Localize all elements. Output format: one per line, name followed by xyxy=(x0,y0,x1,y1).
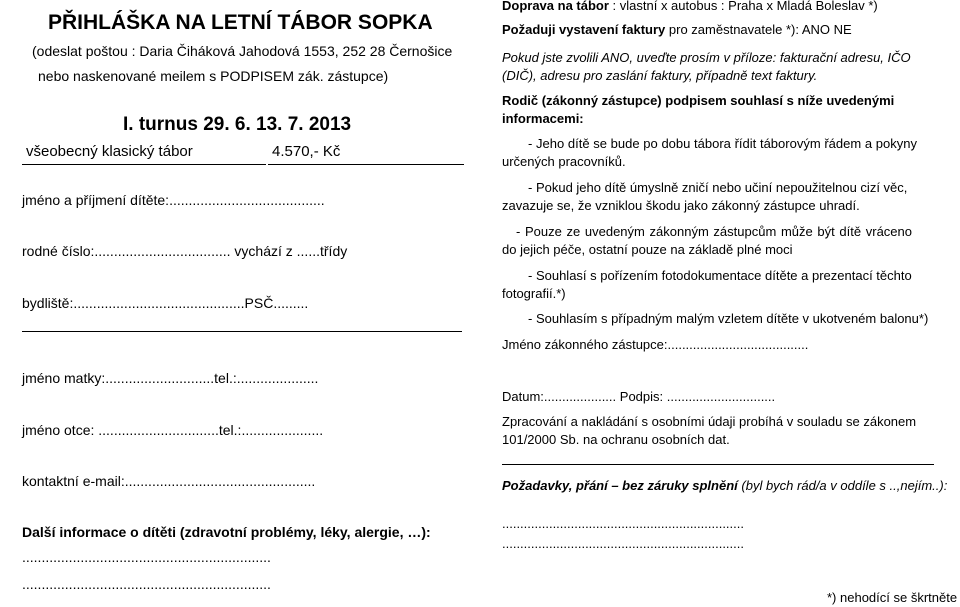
mother-tel-blank[interactable]: ..................... xyxy=(236,370,319,386)
school-label: vychází z xyxy=(234,243,293,259)
gdpr-note: Zpracování a nakládání s osobními údaji probíhá v souladu se zákonem 101/2000 Sb. na ochranu osobních dat. xyxy=(502,414,917,447)
father-tel-label: tel.: xyxy=(218,422,242,438)
requests-label: Požadavky, přání – bez záruky splnění xyxy=(502,478,738,493)
transport-options[interactable]: : vlastní x autobus : Praha x Mladá Boleslav *) xyxy=(608,0,878,13)
email-blank[interactable]: ................................................. xyxy=(124,473,316,489)
requests-blank-1[interactable]: ................................................................... xyxy=(502,516,744,531)
extra-info-blank-1[interactable]: ................................................................ xyxy=(22,549,271,565)
consent-item-5: - Souhlasím s případným malým vzletem dítěte v ukotveném balonu*) xyxy=(528,311,929,326)
invoice-line xyxy=(502,21,852,39)
consent-item-4: - Souhlasí s pořízením fotodokumentace dítěte a prezentací těchto fotografií.*) xyxy=(502,268,912,301)
class-label: třídy xyxy=(320,243,348,259)
requests-line xyxy=(502,477,947,495)
email-field[interactable] xyxy=(22,473,315,489)
address-blank[interactable]: ............................................ xyxy=(73,295,245,311)
child-name-field[interactable] xyxy=(22,192,325,208)
divider xyxy=(22,164,266,165)
guardian-blank[interactable]: ....................................... xyxy=(667,337,809,352)
guardian-label: Jméno zákonného zástupce: xyxy=(502,337,668,352)
footnote: *) nehodící se škrtněte xyxy=(827,590,958,605)
email-note: nebo naskenované meilem s PODPISEM zák. zástupce) xyxy=(38,68,389,84)
requests-blank-2[interactable]: ................................................................... xyxy=(502,536,744,551)
father-label: jméno otce: xyxy=(22,422,95,438)
date-label: Datum: xyxy=(502,389,544,404)
date-signature-field[interactable] xyxy=(502,388,775,406)
date-blank[interactable]: .................... xyxy=(543,389,617,404)
mother-label: jméno matky: xyxy=(22,370,106,386)
email-label: kontaktní e-mail: xyxy=(22,473,125,489)
child-name-label: jméno a příjmení dítěte: xyxy=(22,192,170,208)
birth-number-label: rodné číslo: xyxy=(22,243,95,259)
mother-tel-label: tel.: xyxy=(214,370,237,386)
divider xyxy=(268,164,464,165)
mother-blank[interactable]: ............................ xyxy=(105,370,215,386)
consent-item-1: - Jeho dítě se bude po dobu tábora řídit táborovým řádem a pokyny určených pracovníků. xyxy=(502,136,917,169)
transport-label: Doprava na tábor xyxy=(502,0,609,13)
father-tel-blank[interactable]: ..................... xyxy=(241,422,324,438)
signature-label: Podpis: xyxy=(619,389,664,404)
guardian-field[interactable] xyxy=(502,336,808,354)
signature-blank[interactable]: .............................. xyxy=(666,389,776,404)
address-extra-line[interactable] xyxy=(22,331,462,332)
camp-type: všeobecný klasický tábor xyxy=(26,143,193,160)
divider xyxy=(502,464,934,465)
child-name-blank[interactable]: ........................................ xyxy=(169,192,325,208)
consent-item-3: - Pouze ze uvedeným zákonným zástupcům může být dítě vráceno do jejich péče, ostatní pouze na základě plné moci xyxy=(502,224,912,257)
birth-number-blank[interactable]: ................................... xyxy=(94,243,231,259)
father-field[interactable] xyxy=(22,422,323,438)
psc-blank[interactable]: ......... xyxy=(273,295,309,311)
psc-label: PSČ xyxy=(244,295,274,311)
consent-item-2: - Pokud jeho dítě úmyslně zničí nebo učiní nepoužitelnou cizí věc, zavazuje se, že vzniklou škodu jako zákonný zástupce uhradí. xyxy=(502,180,908,213)
consent-intro: Rodič (zákonný zástupce) podpisem souhlasí s níže uvedenými informacemi: xyxy=(502,93,895,126)
school-blank[interactable]: ...... xyxy=(296,243,320,259)
turnus-dates: I. turnus 29. 6. 13. 7. 2013 xyxy=(123,114,352,135)
extra-info-label: Další informace o dítěti (zdravotní problémy, léky, alergie, …): xyxy=(22,524,431,540)
address-field[interactable] xyxy=(22,295,308,311)
birth-number-field[interactable] xyxy=(22,243,347,259)
father-blank[interactable]: ............................... xyxy=(98,422,219,438)
invoice-note: Pokud jste zvolili ANO, uveďte prosím v příloze: fakturační adresu, IČO (DIČ), adresu pro zaslání faktury, případně text faktury. xyxy=(502,50,911,83)
mailing-address: (odeslat poštou : Daria Čiháková Jahodová 1553, 252 28 Černošice xyxy=(32,43,453,59)
transport-line xyxy=(502,0,878,15)
mother-field[interactable] xyxy=(22,370,318,386)
invoice-label: Požaduji vystavení faktury xyxy=(502,22,666,37)
address-label: bydliště: xyxy=(22,295,74,311)
form-title: PŘIHLÁŠKA NA LETNÍ TÁBOR SOPKA xyxy=(48,11,433,34)
extra-info-blank-2[interactable]: ................................................................ xyxy=(22,576,271,592)
invoice-options[interactable]: pro zaměstnavatele *): ANO NE xyxy=(665,22,852,37)
requests-note: (byl bych rád/a v oddíle s ..,nejím..): xyxy=(737,478,948,493)
price: 4.570,- Kč xyxy=(272,143,341,160)
